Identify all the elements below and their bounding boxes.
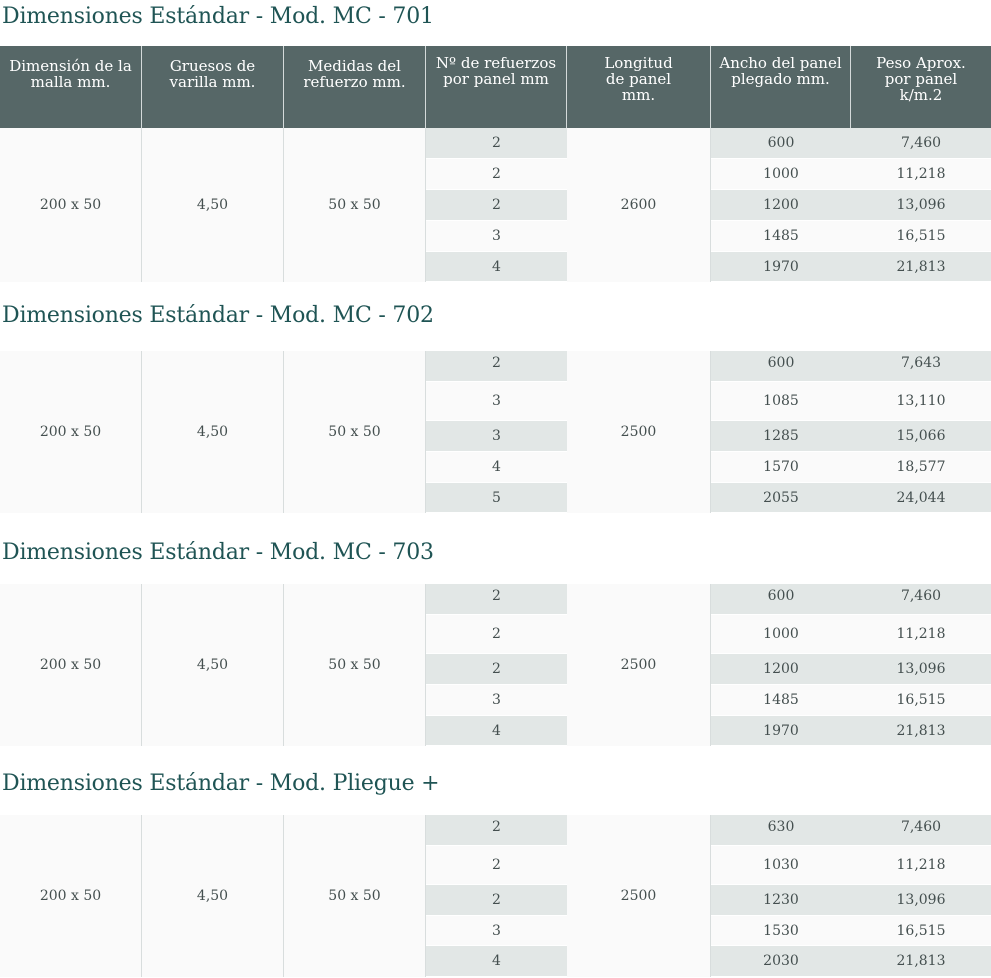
header-longitud: Longitud de panel mm. <box>567 46 711 128</box>
cell-refuerzos: 2 <box>426 159 567 190</box>
cell-ancho: 1000 <box>711 159 851 190</box>
header-peso: Peso Aprox. por panel k/m.2 <box>876 54 966 104</box>
data-table <box>0 128 991 282</box>
cell-peso: 16,515 <box>851 916 991 946</box>
cell-ancho: 1970 <box>711 252 851 282</box>
cell-ancho: 1200 <box>711 654 851 685</box>
cell-peso: 18,577 <box>851 452 991 483</box>
cell-gruesos: 4,50 <box>142 351 284 513</box>
cell-refuerzos: 4 <box>426 716 567 746</box>
cell-ancho: 600 <box>711 128 851 159</box>
cell-refuerzos: 3 <box>426 916 567 946</box>
cell-peso: 13,096 <box>851 885 991 916</box>
cell-medidas: 50 x 50 <box>284 815 426 977</box>
cell-refuerzos: 2 <box>426 351 567 382</box>
cell-ancho: 600 <box>711 584 851 615</box>
cell-peso: 13,110 <box>851 382 991 421</box>
data-table <box>0 351 991 513</box>
cell-malla: 200 x 50 <box>0 128 142 282</box>
cell-medidas: 50 x 50 <box>284 351 426 513</box>
cell-refuerzos: 3 <box>426 382 567 421</box>
cell-gruesos: 4,50 <box>142 815 284 977</box>
cell-ancho: 1085 <box>711 382 851 421</box>
table-header <box>0 46 991 128</box>
cell-gruesos: 4,50 <box>142 584 284 746</box>
cell-ancho: 1030 <box>711 846 851 885</box>
cell-ancho: 1230 <box>711 885 851 916</box>
section-title: Dimensiones Estándar - Mod. MC - 703 <box>2 540 434 565</box>
cell-ancho: 630 <box>711 815 851 846</box>
cell-peso: 7,460 <box>851 815 991 846</box>
cell-malla: 200 x 50 <box>0 351 142 513</box>
section-title: Dimensiones Estándar - Mod. Pliegue + <box>2 771 440 796</box>
cell-ancho: 1285 <box>711 421 851 452</box>
cell-refuerzos: 2 <box>426 128 567 159</box>
cell-peso: 13,096 <box>851 654 991 685</box>
cell-refuerzos: 2 <box>426 615 567 654</box>
header-medidas: Medidas del refuerzo mm. <box>284 46 426 128</box>
cell-longitud: 2600 <box>567 128 711 282</box>
cell-peso: 21,813 <box>851 716 991 746</box>
cell-peso: 13,096 <box>851 190 991 221</box>
cell-refuerzos: 2 <box>426 654 567 685</box>
header-malla: Dimensión de la malla mm. <box>0 46 142 128</box>
cell-peso: 7,460 <box>851 584 991 615</box>
cell-refuerzos: 4 <box>426 946 567 977</box>
cell-longitud: 2500 <box>567 351 711 513</box>
cell-refuerzos: 3 <box>426 421 567 452</box>
cell-peso: 7,643 <box>851 351 991 382</box>
cell-peso: 21,813 <box>851 252 991 282</box>
cell-medidas: 50 x 50 <box>284 128 426 282</box>
cell-malla: 200 x 50 <box>0 815 142 977</box>
cell-ancho: 1570 <box>711 452 851 483</box>
cell-peso: 15,066 <box>851 421 991 452</box>
cell-longitud: 2500 <box>567 815 711 977</box>
cell-peso: 11,218 <box>851 846 991 885</box>
data-table <box>0 584 991 746</box>
cell-peso: 11,218 <box>851 615 991 654</box>
header-ancho: Ancho del panel plegado mm. <box>711 46 851 128</box>
cell-refuerzos: 2 <box>426 885 567 916</box>
cell-peso: 7,460 <box>851 128 991 159</box>
cell-malla: 200 x 50 <box>0 584 142 746</box>
cell-ancho: 1530 <box>711 916 851 946</box>
header-gruesos: Gruesos de varilla mm. <box>142 46 284 128</box>
section-title: Dimensiones Estándar - Mod. MC - 702 <box>2 303 434 328</box>
cell-ancho: 1200 <box>711 190 851 221</box>
cell-refuerzos: 2 <box>426 815 567 846</box>
cell-refuerzos: 2 <box>426 190 567 221</box>
cell-medidas: 50 x 50 <box>284 584 426 746</box>
cell-ancho: 600 <box>711 351 851 382</box>
cell-longitud: 2500 <box>567 584 711 746</box>
cell-ancho: 1000 <box>711 615 851 654</box>
cell-peso: 11,218 <box>851 159 991 190</box>
cell-peso: 21,813 <box>851 946 991 977</box>
cell-peso: 16,515 <box>851 685 991 716</box>
cell-ancho: 2055 <box>711 483 851 513</box>
cell-refuerzos: 3 <box>426 685 567 716</box>
cell-ancho: 2030 <box>711 946 851 977</box>
cell-gruesos: 4,50 <box>142 128 284 282</box>
header-refuerzos: Nº de refuerzos por panel mm <box>426 46 567 128</box>
cell-refuerzos: 4 <box>426 452 567 483</box>
cell-refuerzos: 2 <box>426 846 567 885</box>
cell-ancho: 1485 <box>711 685 851 716</box>
cell-refuerzos: 3 <box>426 221 567 252</box>
cell-refuerzos: 5 <box>426 483 567 513</box>
cell-refuerzos: 2 <box>426 584 567 615</box>
section-title: Dimensiones Estándar - Mod. MC - 701 <box>2 4 434 29</box>
cell-refuerzos: 4 <box>426 252 567 282</box>
cell-ancho: 1485 <box>711 221 851 252</box>
data-table <box>0 815 991 977</box>
cell-ancho: 1970 <box>711 716 851 746</box>
cell-peso: 24,044 <box>851 483 991 513</box>
cell-peso: 16,515 <box>851 221 991 252</box>
